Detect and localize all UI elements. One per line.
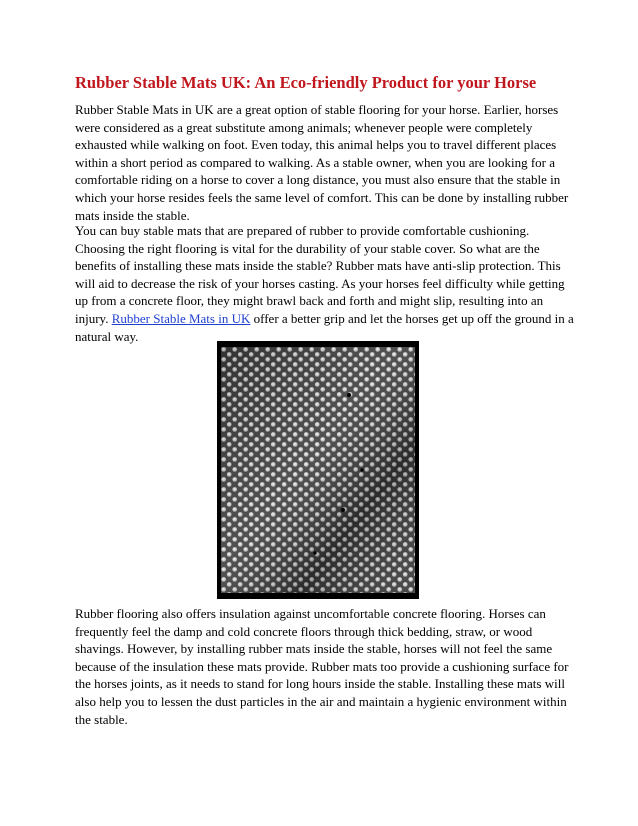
document-title: Rubber Stable Mats UK: An Eco-friendly Product for your Horse (75, 73, 537, 92)
rubber-mat-texture (221, 347, 415, 593)
paragraph-benefits (75, 222, 575, 345)
paragraph-benefits-tail: offer a better grip and let the horses get up off the ground in a natural way. (75, 310, 574, 344)
paragraph-intro: Rubber Stable Mats in UK are a great option of stable flooring for your horse. Earlier, horses were considered as a great substitute among animals; whenever people were completely exhausted while walking on foot. Even today, this animal helps you to travel different places within a short period as compared to walking. As a stable owner, when you are looking for a comfortable riding on a horse to cover a long distance, you must also ensure that the stable in which your horse resides feels the same level of comfort. This can be done by installing rubber mats inside the stable. (75, 102, 569, 223)
rubber-stable-mats-link[interactable]: Rubber Stable Mats in UK (111, 310, 251, 326)
rubber-mat-image (217, 341, 419, 599)
paragraph-insulation: Rubber flooring also offers insulation against uncomfortable concrete flooring. Horses can frequently feel the damp and cold concrete floors through thick bedding, straw, or wood shavings. However, by installing rubber mats inside the stable, horses will not feel the same because of the insulation these mats provide. Rubber mats too provide a cushioning surface for the horses joints, as it needs to stand for long hours inside the stable. Installing these mats will also help you to lessen the dust particles in the air and maintain a hygienic environment within the stable. (75, 606, 569, 727)
paragraph-benefits-text: You can buy stable mats that are prepared of rubber to provide comfortable cushioning. Choosing the right flooring is vital for the durability of your stable cover. So what are the benefits of installing these mats inside the stable? Rubber mats have anti-slip protection. This will aid to decrease the risk of your horses casting. As your horses feel difficulty while getting up from a concrete floor, they might brawl back and forth and might slip, resulting into an injury. (75, 223, 565, 326)
